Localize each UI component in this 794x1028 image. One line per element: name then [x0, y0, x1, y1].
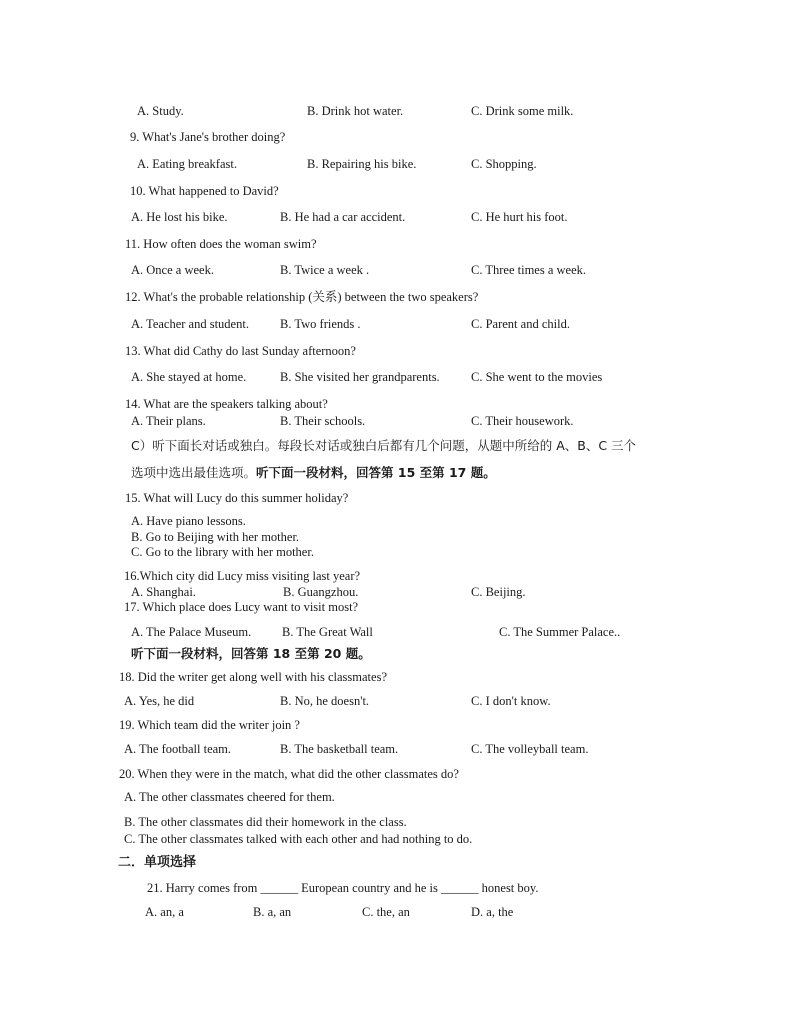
q17-question: 17. Which place does Lucy want to visit most?: [124, 600, 359, 614]
q16-option-a: A. Shanghai.: [131, 585, 196, 599]
q20-question: 20. When they were in the match, what did the other classmates do?: [119, 767, 459, 781]
q11-question: 11. How often does the woman swim?: [125, 237, 317, 251]
q11-option-b: B. Twice a week .: [280, 263, 370, 277]
q19-option-c: C. The volleyball team.: [471, 742, 589, 756]
q21-option-c: C. the, an: [362, 905, 410, 919]
q18-option-a: A. Yes, he did: [124, 694, 195, 708]
q21-question: 21. Harry comes from ______ European country and he is ______ honest boy.: [147, 881, 539, 895]
q14-option-c: C. Their housework.: [471, 414, 574, 428]
q19-option-a: A. The football team.: [124, 742, 232, 756]
q16-question: 16.Which city did Lucy miss visiting last year?: [124, 569, 361, 583]
q11-option-c: C. Three times a week.: [471, 263, 587, 277]
q19-option-b: B. The basketball team.: [280, 742, 399, 756]
q9-option-c: C. Shopping.: [471, 157, 537, 171]
q14-option-b: B. Their schools.: [280, 414, 366, 428]
q15-option-a: A. Have piano lessons.: [131, 514, 246, 528]
q14-question: 14. What are the speakers talking about?: [125, 397, 328, 411]
section-2-title: 二．单项选择: [118, 855, 197, 870]
q17-option-b: B. The Great Wall: [282, 625, 373, 639]
q15-option-c: C. Go to the library with her mother.: [131, 545, 314, 559]
q9-option-b: B. Repairing his bike.: [307, 157, 417, 171]
instruction-15-17: 听下面一段材料，回答第 15 至第 17 题。: [256, 465, 496, 480]
q10-option-c: C. He hurt his foot.: [471, 210, 568, 224]
q10-option-a: A. He lost his bike.: [131, 210, 228, 224]
q8-option-b: B. Drink hot water.: [307, 104, 404, 118]
section-c-instruction-line2: [131, 465, 496, 481]
section-c-instruction-tail: 选项中选出最佳选项。: [131, 465, 257, 480]
q18-question: 18. Did the writer get along well with his classmates?: [119, 670, 387, 684]
q21-option-b: B. a, an: [253, 905, 292, 919]
q18-option-c: C. I don't know.: [471, 694, 551, 708]
q16-option-c: C. Beijing.: [471, 585, 526, 599]
q17-option-c: C. The Summer Palace..: [499, 625, 621, 639]
q14-option-a: A. Their plans.: [131, 414, 206, 428]
q13-option-a: A. She stayed at home.: [131, 370, 247, 384]
q19-question: 19. Which team did the writer join ?: [119, 718, 300, 732]
q20-option-c: C. The other classmates talked with each other and had nothing to do.: [124, 832, 473, 846]
instruction-18-20: 听下面一段材料，回答第 18 至第 20 题。: [131, 646, 371, 661]
q18-option-b: B. No, he doesn't.: [280, 694, 370, 708]
q9-option-a: A. Eating breakfast.: [137, 157, 237, 171]
q13-question: 13. What did Cathy do last Sunday afternoon?: [125, 344, 356, 358]
q21-option-d: D. a, the: [471, 905, 514, 919]
q15-option-b: B. Go to Beijing with her mother.: [131, 530, 300, 544]
q11-option-a: A. Once a week.: [131, 263, 214, 277]
q20-option-b: B. The other classmates did their homework in the class.: [124, 815, 407, 829]
q8-option-c: C. Drink some milk.: [471, 104, 574, 118]
q21-option-a: A. an, a: [145, 905, 184, 919]
q10-option-b: B. He had a car accident.: [280, 210, 406, 224]
q17-option-a: A. The Palace Museum.: [131, 625, 252, 639]
q12-option-b: B. Two friends .: [280, 317, 361, 331]
q8-option-a: A. Study.: [137, 104, 184, 118]
q12-option-a: A. Teacher and student.: [131, 317, 249, 331]
q20-option-a: A. The other classmates cheered for them.: [124, 790, 335, 804]
q12-option-c: C. Parent and child.: [471, 317, 570, 331]
q15-question: 15. What will Lucy do this summer holiday?: [125, 491, 349, 505]
q12-question: 12. What's the probable relationship (关系) between the two speakers?: [125, 290, 479, 304]
section-c-instruction: C）听下面长对话或独白。每段长对话或独白后都有几个问题，从题中所给的 A、B、C 三个: [131, 438, 637, 453]
q9-question: 9. What's Jane's brother doing?: [130, 130, 286, 144]
q10-question: 10. What happened to David?: [130, 184, 279, 198]
q13-option-b: B. She visited her grandparents.: [280, 370, 440, 384]
q16-option-b: B. Guangzhou.: [283, 585, 359, 599]
q13-option-c: C. She went to the movies: [471, 370, 603, 384]
